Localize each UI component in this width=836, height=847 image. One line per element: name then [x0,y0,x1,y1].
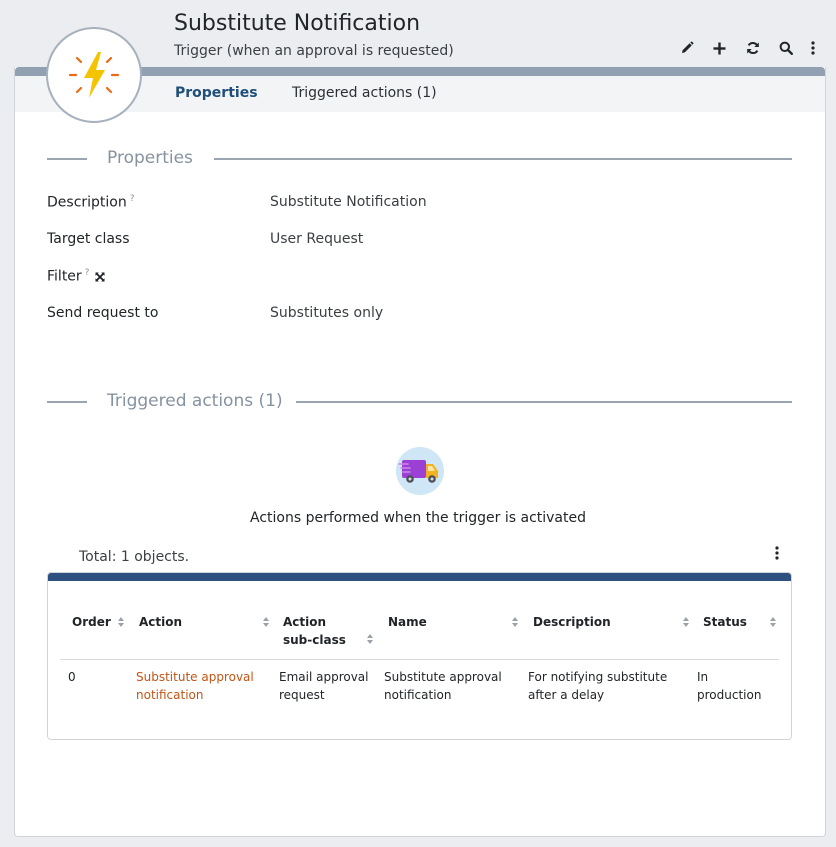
expand-icon[interactable] [95,270,105,286]
field-label-filter: Filter ? [47,268,105,286]
cell-action-link[interactable]: Substitute approval notification [136,670,254,702]
cell-status: In production [697,670,762,702]
actions-caption: Actions performed when the trigger is activated [250,510,586,526]
field-label-description: Description ? [47,194,135,211]
column-header-order[interactable]: Order [72,615,111,629]
cell-order: 0 [68,670,76,684]
sort-icon[interactable] [682,616,690,628]
trigger-medallion [46,27,142,123]
field-label-target-class: Target class [47,231,130,247]
help-icon[interactable]: ? [129,194,135,204]
section-divider [47,401,87,403]
tab-properties[interactable]: Properties [175,85,258,101]
plus-icon[interactable] [703,38,736,58]
section-title: Triggered actions (1) [107,391,283,411]
column-header-name[interactable]: Name [388,615,427,629]
sort-icon[interactable] [262,616,270,628]
sort-icon[interactable] [117,616,125,628]
section-title: Properties [107,148,193,168]
sort-icon[interactable] [511,616,519,628]
page-title: Substitute Notification [174,11,421,36]
triggered-actions-table [47,572,792,740]
cell-description: For notifying substitute after a delay [528,670,668,702]
properties-section-header [47,148,792,168]
field-value-description: Substitute Notification [270,194,427,210]
cell-action-subclass: Email approval request [279,670,369,702]
sort-icon[interactable] [366,633,374,645]
field-label-send-request-to: Send request to [47,305,159,321]
tab-triggered-actions[interactable]: Triggered actions (1) [292,85,437,101]
column-header-action-subclass[interactable]: Action sub-class [283,615,346,647]
section-divider [214,158,792,160]
column-header-status[interactable]: Status [703,615,747,629]
cell-name: Substitute approval notification [384,670,502,702]
help-icon[interactable]: ? [84,268,90,278]
sort-icon[interactable] [769,616,777,628]
section-divider [296,401,792,403]
header-divider [60,659,779,660]
more-vertical-icon[interactable] [802,38,824,58]
column-header-description[interactable]: Description [533,615,611,629]
table-top-bar [48,573,791,581]
column-header-action[interactable]: Action [139,615,183,629]
pencil-icon[interactable] [670,38,703,58]
page-subtitle: Trigger (when an approval is requested) [174,43,454,59]
delivery-truck-icon [396,447,444,495]
search-icon[interactable] [769,38,802,58]
field-value-send-request-to: Substitutes only [270,305,384,321]
lightning-icon [64,45,124,105]
refresh-icon[interactable] [736,38,769,58]
section-divider [47,158,87,160]
more-vertical-icon[interactable] [775,545,779,564]
triggered-actions-section-header [47,391,792,411]
header-toolbar [670,38,824,58]
total-count: Total: 1 objects. [79,549,190,565]
field-value-target-class: User Request [270,231,364,247]
